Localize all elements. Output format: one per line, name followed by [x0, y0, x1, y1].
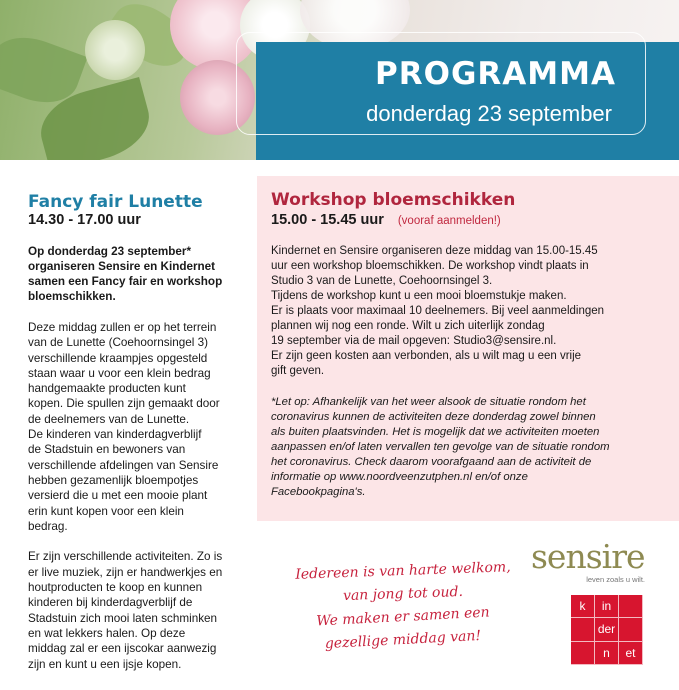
flower-shape	[85, 20, 145, 80]
body-line: middag zal er een ijscokar aanwezig	[28, 642, 217, 656]
welcome-message	[268, 560, 538, 652]
body-line: Studio 3 van de Lunette, Coehoornsingel 3.	[271, 275, 493, 287]
page-title: PROGRAMMA	[375, 56, 616, 92]
kindernet-cell	[619, 595, 643, 618]
kindernet-logo	[571, 595, 643, 665]
corona-note	[271, 395, 671, 500]
kindernet-cell: et	[619, 642, 643, 665]
welcome-line: van jong tot oud.	[342, 583, 464, 605]
note-line: *Let op: Afhankelijk van het weer alsook de situatie rondom het	[271, 396, 586, 408]
kindernet-cell	[571, 618, 595, 641]
body-line: kinderen bij kinderdagverblijf de	[28, 596, 193, 610]
fancy-fair-body	[28, 320, 248, 672]
body-line: verschillende kraampjes opgesteld	[28, 351, 208, 365]
welcome-line: gezellige middag van!	[324, 627, 482, 653]
workshop-time: 15.00 - 15.45 uur	[271, 212, 384, 228]
body-line: er live muziek, zijn er handwerkjes en	[28, 565, 223, 579]
note-line: als buiten plaatsvinden. Het is mogelijk dat we activiteiten moeten	[271, 426, 600, 438]
body-line: Er zijn verschillende activiteiten. Zo is	[28, 550, 223, 564]
kindernet-cell	[571, 642, 595, 665]
body-line: Deze middag zullen er op het terrein	[28, 321, 217, 334]
kindernet-cell: in	[595, 595, 619, 618]
body-line: gift geven.	[271, 365, 325, 377]
workshop-section	[271, 190, 671, 500]
note-line: Facebookpagina's.	[271, 486, 366, 498]
body-line: Er is plaats voor maximaal 10 deelnemers. Bij veel aanmeldingen	[271, 305, 605, 317]
note-line: aanpassen en/of laten vervallen ten gevolge van de situatie rondom	[271, 441, 610, 453]
welcome-line: We maken er samen een	[315, 604, 490, 630]
body-line	[28, 534, 248, 549]
page-date: donderdag 23 september	[366, 101, 612, 126]
body-line: De kinderen van kinderdagverblijf	[28, 428, 202, 442]
note-line: coronavirus kunnen de activiteiten deze donderdag zowel binnen	[271, 411, 596, 423]
kindernet-cell	[619, 618, 643, 641]
body-line: Tijdens de workshop kunt u een mooi bloemstukje maken.	[271, 290, 567, 302]
fancy-fair-heading: Fancy fair Lunette	[28, 192, 203, 212]
sensire-tagline: leven zoals u wilt.	[586, 575, 645, 584]
note-line: het coronavirus. Check daarom voorafgaand aan de activiteit de	[271, 456, 592, 468]
kindernet-cell: n	[595, 642, 619, 665]
body-line: van de Lunette (Coehoornsingel 3)	[28, 336, 208, 350]
registration-note: (vooraf aanmelden!)	[397, 215, 501, 227]
body-line: Stadstuin zich mooi laten schminken	[28, 611, 218, 625]
body-line: zijn en kunt u een ijsje kopen.	[28, 657, 182, 671]
sensire-logo	[531, 539, 649, 584]
body-line: handgemaakte producten kunt	[28, 382, 186, 396]
body-line: 19 september via de mail opgeven: Studio3@sensire.nl.	[271, 335, 557, 347]
workshop-body	[271, 244, 671, 379]
body-line: kopen. Die spullen zijn gemaakt door	[28, 397, 220, 411]
kindernet-cell: k	[571, 595, 595, 618]
body-line: de Stadstuin en bewoners van	[28, 443, 186, 457]
fancy-fair-section	[28, 192, 248, 672]
body-line: staan waar u voor een klein bedrag	[28, 366, 211, 380]
fancy-fair-time: 14.30 - 17.00 uur	[28, 212, 141, 228]
body-line: houtproducten te koop en kunnen	[28, 581, 203, 595]
welcome-line: Iedereen is van harte welkom,	[295, 559, 511, 583]
workshop-time-row	[271, 212, 671, 228]
body-line: bedrag.	[28, 519, 68, 533]
body-line: plannen wij nog een ronde. Wilt u zich uiterlijk zondag	[271, 320, 545, 332]
kindernet-cell: der	[595, 618, 619, 641]
body-line: erin kunt kopen voor een klein	[28, 504, 184, 518]
body-line: uur een workshop bloemschikken. De workshop vindt plaats in	[271, 260, 589, 272]
fancy-fair-intro: Op donderdag 23 september* organiseren Sensire en Kindernet samen een Fancy fair en workshop bloemschikken.	[28, 245, 223, 303]
body-line: hebben gezamenlijk bloempotjes	[28, 473, 199, 487]
body-line: verschillende afdelingen van Sensire	[28, 458, 219, 472]
body-line: Kindernet en Sensire organiseren deze middag van 15.00-15.45	[271, 245, 598, 257]
workshop-heading: Workshop bloemschikken	[271, 190, 516, 210]
body-line: Er zijn geen kosten aan verbonden, als u wilt mag u een vrije	[271, 350, 582, 362]
sensire-wordmark: sensire	[531, 537, 645, 576]
body-line: en wat lekkers halen. Op deze	[28, 626, 186, 640]
note-line: informatie op www.noordveenzutphen.nl en/of onze	[271, 471, 528, 483]
body-line: versierd die u met een mooie plant	[28, 489, 208, 503]
body-line: de deelnemers van de Lunette.	[28, 412, 190, 426]
